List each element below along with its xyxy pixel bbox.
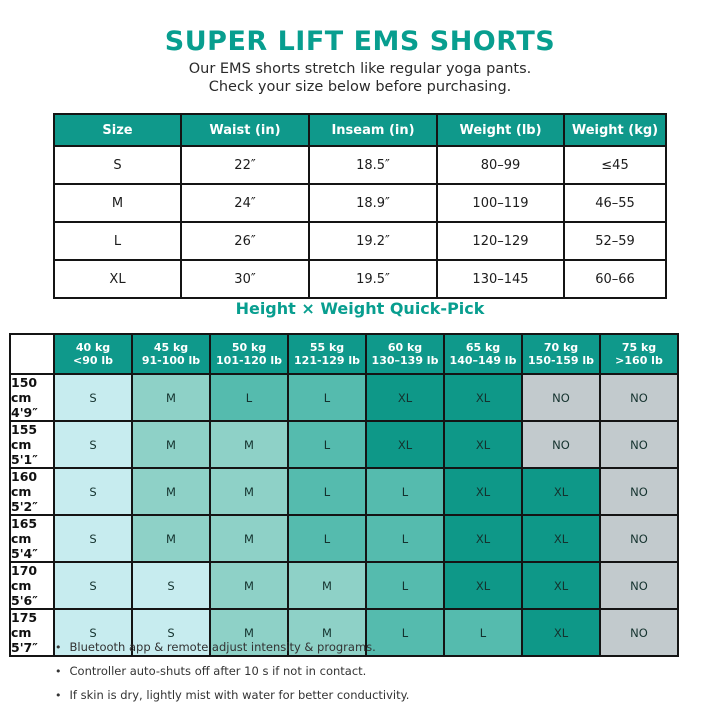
weight-kg-cell: ≤45 [564,146,666,184]
qp-col-kg: 65 kg [465,340,501,354]
qp-cell: M [210,562,288,609]
size-cell: S [54,146,181,184]
weight-lb-cell: 100–119 [437,184,564,222]
qp-cell: M [132,421,210,468]
qp-col-75kg [600,334,678,374]
qp-row-ft: 5'7″ [11,640,38,655]
qp-cell: M [288,562,366,609]
qp-row-label [10,374,54,421]
qp-cell: XL [444,562,522,609]
qp-col-lb: 150-159 lb [528,354,594,367]
quick-pick-title: Height × Weight Quick-Pick [235,299,485,318]
subtitle-line-2: Check your size below before purchasing. [208,79,512,95]
bullet-icon: • [55,665,62,678]
weight-kg-cell: 60–66 [564,260,666,298]
qp-col-lb: 130–139 lb [371,354,439,367]
qp-cell: S [132,562,210,609]
waist-cell: 30″ [181,260,309,298]
qp-cell: L [288,468,366,515]
qp-cell: S [54,421,132,468]
waist-cell: 22″ [181,146,309,184]
qp-cell: M [288,609,366,656]
weight-lb-cell: 80–99 [437,146,564,184]
size-table-row-m [54,184,666,222]
qp-row-ft: 5'1″ [11,452,38,467]
qp-row-label [10,515,54,562]
page-title: SUPER LIFT EMS SHORTS [164,26,556,57]
size-table [53,113,667,299]
note-item [55,664,409,678]
qp-cell: L [288,515,366,562]
qp-cell: XL [522,468,600,515]
size-cell: XL [54,260,181,298]
qp-cell: XL [366,374,444,421]
qp-cell: NO [600,421,678,468]
qp-col-lb: 140–149 lb [449,354,517,367]
qp-row-ft: 5'2″ [11,499,38,514]
qp-row-ft: 5'6″ [11,593,38,608]
qp-row-170cm [10,562,678,609]
qp-cell: M [210,515,288,562]
qp-cell: XL [444,515,522,562]
qp-cell: XL [522,609,600,656]
qp-row-165cm [10,515,678,562]
qp-cell: M [132,515,210,562]
size-table-header-inseam: Inseam (in) [309,114,437,146]
qp-col-kg: 60 kg [387,340,423,354]
qp-row-cm: 175 cm [11,610,38,640]
size-table-row-l [54,222,666,260]
qp-cell: L [366,562,444,609]
qp-row-cm: 160 cm [11,469,38,499]
qp-col-kg: 50 kg [231,340,267,354]
weight-kg-cell: 46–55 [564,184,666,222]
qp-row-cm: 170 cm [11,563,38,593]
qp-cell: M [210,421,288,468]
qp-col-55kg [288,334,366,374]
qp-cell: L [210,374,288,421]
quick-pick-header-row [10,334,678,374]
qp-cell: S [54,609,132,656]
qp-cell: L [288,374,366,421]
qp-row-cm: 165 cm [11,516,38,546]
bullet-icon: • [55,689,62,702]
qp-row-ft: 4'9″ [11,405,38,420]
qp-col-50kg [210,334,288,374]
subtitle [0,60,720,96]
quick-pick-corner [10,334,54,374]
qp-col-70kg [522,334,600,374]
qp-cell: NO [600,374,678,421]
note-text: Bluetooth app & remote adjust intensity & programs. [69,640,376,654]
qp-col-lb: 121-129 lb [294,354,360,367]
qp-col-45kg [132,334,210,374]
waist-cell: 24″ [181,184,309,222]
size-cell: M [54,184,181,222]
qp-cell: XL [522,562,600,609]
qp-cell: NO [600,609,678,656]
size-table-header-waist: Waist (in) [181,114,309,146]
qp-cell: L [444,609,522,656]
waist-cell: 26″ [181,222,309,260]
qp-cell: M [210,468,288,515]
qp-col-40kg [54,334,132,374]
qp-col-65kg [444,334,522,374]
inseam-cell: 19.2″ [309,222,437,260]
size-table-row-s [54,146,666,184]
qp-row-label [10,468,54,515]
qp-cell: L [288,421,366,468]
qp-cell: S [54,468,132,515]
note-item [55,688,409,702]
weight-kg-cell: 52–59 [564,222,666,260]
qp-cell: NO [522,421,600,468]
qp-cell: NO [522,374,600,421]
qp-col-kg: 45 kg [153,340,189,354]
qp-row-label [10,609,54,656]
qp-cell: NO [600,468,678,515]
qp-cell: S [54,515,132,562]
qp-cell: M [132,374,210,421]
qp-col-kg: 70 kg [543,340,579,354]
qp-cell: XL [444,421,522,468]
qp-col-kg: 40 kg [75,340,111,354]
weight-lb-cell: 130–145 [437,260,564,298]
feature-notes [55,640,409,710]
qp-col-lb: >160 lb [615,354,663,367]
size-table-header-weight-lb: Weight (lb) [437,114,564,146]
size-table-row-xl [54,260,666,298]
qp-col-lb: <90 lb [73,354,113,367]
qp-row-ft: 5'4″ [11,546,38,561]
inseam-cell: 18.9″ [309,184,437,222]
qp-cell: XL [444,374,522,421]
qp-col-lb: 101-120 lb [216,354,282,367]
size-table-header-row [54,114,666,146]
qp-row-160cm [10,468,678,515]
qp-cell: L [366,609,444,656]
qp-cell: L [366,468,444,515]
qp-row-label [10,421,54,468]
quick-pick-table [9,333,679,657]
qp-row-label [10,562,54,609]
note-text: If skin is dry, lightly mist with water for better conductivity. [69,688,410,702]
bullet-icon: • [55,641,62,654]
qp-cell: NO [600,515,678,562]
qp-cell: XL [366,421,444,468]
qp-row-150cm [10,374,678,421]
qp-row-cm: 150 cm [11,375,38,405]
inseam-cell: 19.5″ [309,260,437,298]
size-cell: L [54,222,181,260]
qp-cell: M [132,468,210,515]
qp-col-kg: 55 kg [309,340,345,354]
qp-col-kg: 75 kg [621,340,657,354]
qp-col-60kg [366,334,444,374]
qp-cell: XL [522,515,600,562]
qp-cell: NO [600,562,678,609]
size-table-header-size: Size [54,114,181,146]
qp-col-lb: 91-100 lb [141,354,201,367]
qp-row-155cm [10,421,678,468]
qp-cell: XL [444,468,522,515]
qp-cell: S [54,374,132,421]
qp-cell: M [210,609,288,656]
weight-lb-cell: 120–129 [437,222,564,260]
size-table-header-weight-kg: Weight (kg) [564,114,666,146]
qp-row-cm: 155 cm [11,422,38,452]
subtitle-line-1: Our EMS shorts stretch like regular yoga pants. [188,61,532,77]
inseam-cell: 18.5″ [309,146,437,184]
note-text: Controller auto-shuts off after 10 s if not in contact. [69,664,367,678]
note-item [55,640,409,654]
qp-cell: L [366,515,444,562]
qp-cell: S [132,609,210,656]
qp-cell: S [54,562,132,609]
